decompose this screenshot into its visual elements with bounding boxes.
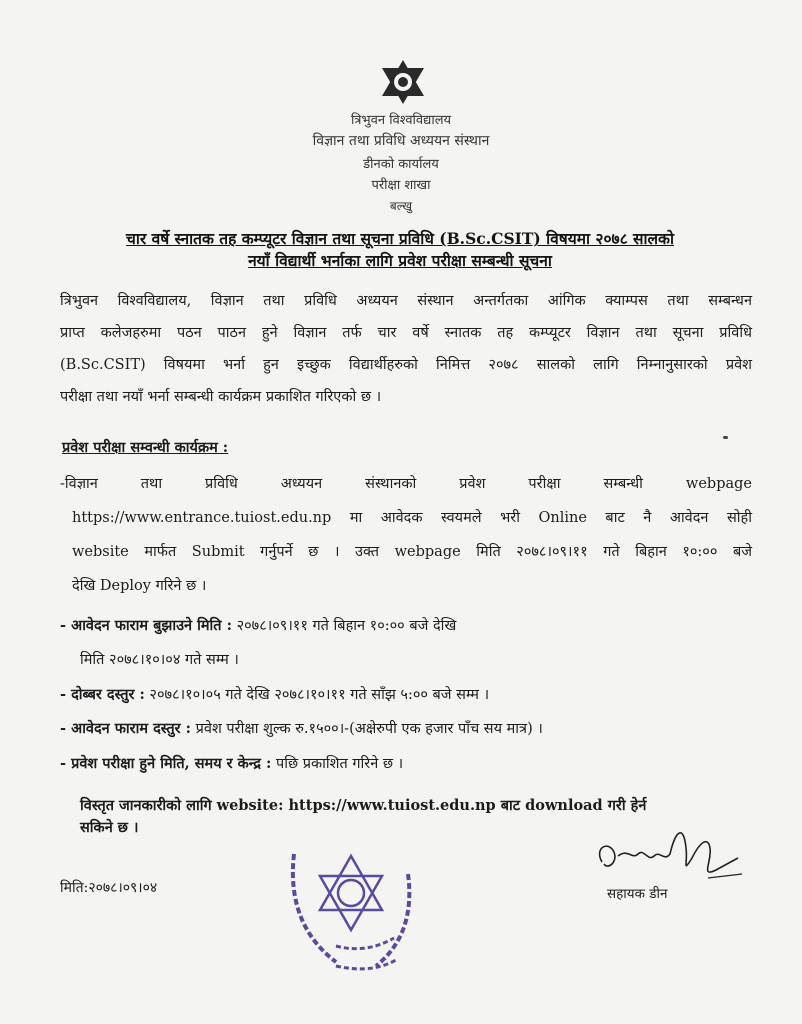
schedule-item3-label: - दोब्बर दस्तुर :	[60, 686, 145, 703]
schedule-item2-value: २०७८।०९।११ गते बिहान १०:०० बजे देखि	[231, 618, 457, 634]
ink-speck	[723, 436, 728, 439]
office-stamp	[276, 834, 426, 984]
issue-date: मिति:२०७८।०९।०४	[60, 880, 158, 896]
nepal-emblem-icon	[380, 58, 426, 104]
notice-title-line1: चार वर्षे स्नातक तह कम्प्यूटर विज्ञान तथा सूचना प्रविधि (B.Sc.CSIT) विषयमा २०७८ सालको	[126, 229, 674, 248]
schedule-item1-line4: देखि Deploy गरिने छ ।	[72, 578, 207, 594]
header-location: बल्खु	[389, 199, 413, 213]
schedule-item5-label: - प्रवेश परीक्षा हुने मिति, समय र केन्द्र :	[60, 755, 272, 772]
schedule-item1-line2: https://www.entrance.tuiost.edu.np मा आवेदक स्वयमले भरी Online बाट नै आवेदन सोही	[72, 510, 752, 526]
designation: सहायक डीन	[607, 886, 668, 902]
footer-note-line2: सकिने छ ।	[80, 819, 139, 836]
schedule-item2	[60, 616, 456, 636]
schedule-item4-value: प्रवेश परीक्षा शुल्क रु.१५००।-(अक्षेरुपी एक हजार पाँच सय मात्र) ।	[191, 721, 543, 737]
schedule-item4	[60, 719, 543, 739]
notice-title-line2: नयाँ विद्यार्थी भर्नाका लागि प्रवेश परीक्षा सम्बन्धी सूचना	[248, 251, 552, 270]
schedule-item2-line2: मिति २०७८।१०।०४ गते सम्म ।	[80, 652, 239, 668]
schedule-heading: प्रवेश परीक्षा सम्वन्धी कार्यक्रम :	[62, 439, 229, 456]
schedule-item3	[60, 685, 489, 705]
schedule-item5	[60, 754, 403, 774]
intro-line2: प्राप्त कलेजहरुमा पठन पाठन हुने विज्ञान तर्फ चार वर्षे स्नातक तह कम्प्यूटर विज्ञान तथा सूचना प्रविधि	[60, 325, 752, 341]
schedule-item1-line3: website मार्फत Submit गर्नुपर्ने छ । उक्त webpage मिति २०७८।०९।११ गते बिहान १०:०० बजे	[72, 544, 752, 560]
schedule-item5-value: पछि प्रकाशित गरिने छ ।	[271, 756, 404, 772]
footer-note-line1: विस्तृत जानकारीको लागि website: https://www.tuiost.edu.np बाट download गरी हेर्न	[80, 797, 647, 814]
schedule-item2-label: - आवेदन फाराम बुझाउने मिति :	[60, 617, 232, 634]
schedule-item4-label: - आवेदन फाराम दस्तुर :	[60, 720, 192, 737]
header-office: डीनको कार्यालय	[363, 157, 439, 172]
signature	[588, 818, 748, 888]
header-university: त्रिभुवन विश्वविद्यालय	[350, 113, 452, 128]
header-section: परीक्षा शाखा	[371, 178, 431, 193]
header-institute: विज्ञान तथा प्रविधि अध्ययन संस्थान	[312, 133, 490, 149]
intro-line1: त्रिभुवन विश्वविद्यालय, विज्ञान तथा प्रविधि अध्ययन संस्थान अन्तर्गतका आंगिक क्याम्पस तथा सम्बन्धन	[60, 293, 752, 309]
intro-line4: परीक्षा तथा नयाँ भर्ना सम्बन्धी कार्यक्रम प्रकाशित गरिएको छ ।	[60, 389, 382, 405]
schedule-item1-line1: -विज्ञान तथा प्रविधि अध्ययन संस्थानको प्रवेश परीक्षा सम्बन्धी webpage	[60, 476, 752, 492]
schedule-item3-value: २०७८।१०।०५ गते देखि २०७८।१०।११ गते साँझ ५:०० बजे सम्म ।	[144, 687, 490, 703]
intro-line3: (B.Sc.CSIT) विषयमा भर्ना हुन इच्छुक विद्यार्थीहरुको निमित्त २०७८ सालको लागि निम्नानुसारको प्रवेश	[60, 357, 752, 373]
